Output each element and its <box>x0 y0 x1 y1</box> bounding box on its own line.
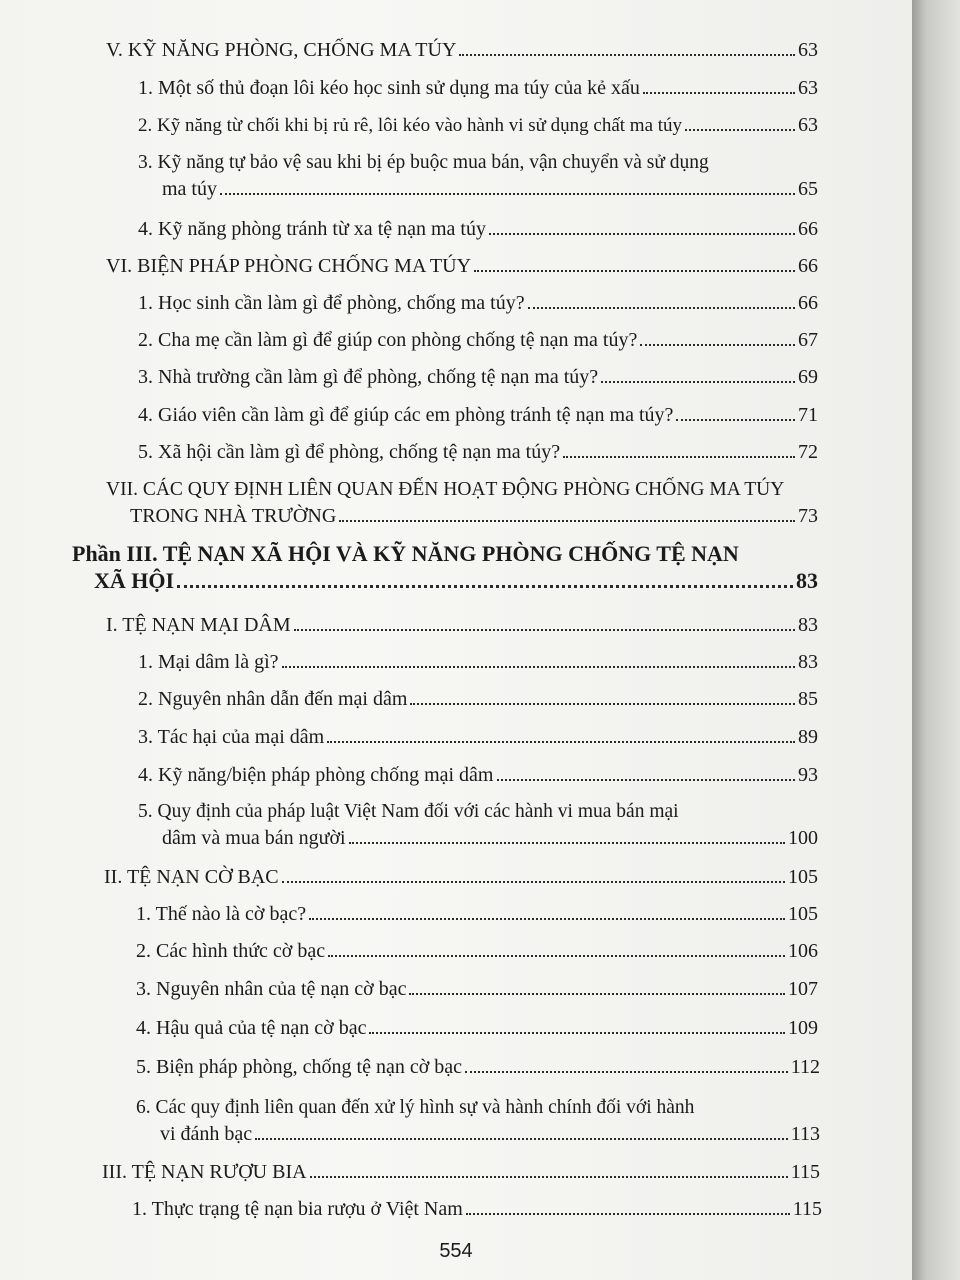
toc-page-number: 63 <box>798 114 818 136</box>
toc-entry-title-continued: XÃ HỘI <box>94 568 175 593</box>
toc-page-number: 112 <box>790 1056 820 1078</box>
toc-entry <box>138 216 818 242</box>
toc-page-number: 63 <box>798 77 818 99</box>
toc-page-number: 63 <box>798 39 818 61</box>
toc-entry <box>104 864 818 890</box>
toc-entry <box>136 938 818 964</box>
toc-entry <box>106 477 818 529</box>
toc-entry-title: 6. Các quy định liên quan đến xử lý hình sự và hành chính đối với hành <box>136 1097 695 1118</box>
leader-dots <box>310 1176 788 1178</box>
toc-entry <box>138 686 818 712</box>
leader-dots <box>465 1071 788 1073</box>
toc-entry-title: 3. Tác hại của mại dâm <box>138 726 325 748</box>
toc-entry-title: 5. Biện pháp phòng, chống tệ nạn cờ bạc <box>136 1056 463 1078</box>
leader-dots <box>410 703 795 705</box>
toc-entry <box>138 364 818 390</box>
toc-entry <box>106 253 818 279</box>
toc-entry <box>136 976 818 1002</box>
leader-dots <box>528 307 795 309</box>
toc-page-number: 107 <box>788 978 818 1000</box>
leader-dots <box>489 233 795 235</box>
toc-entry-title-continued: ma túy <box>162 178 217 200</box>
toc-entry-title: 4. Kỹ năng phòng tránh từ xa tệ nạn ma túy <box>138 218 486 240</box>
toc-entry-title: I. TỆ NẠN MẠI DÂM <box>106 614 291 636</box>
toc-page-number: 71 <box>798 404 818 426</box>
toc-entry-title: 3. Nguyên nhân của tệ nạn cờ bạc <box>136 978 407 1000</box>
leader-dots <box>459 54 795 56</box>
toc-entry <box>106 37 818 63</box>
toc-page-number: 93 <box>798 764 818 786</box>
toc-entry <box>136 901 818 927</box>
leader-dots <box>177 585 793 588</box>
toc-page-number: 83 <box>798 614 818 636</box>
leader-dots <box>282 666 795 668</box>
leader-dots <box>676 419 795 421</box>
toc-entry <box>138 150 818 202</box>
toc-entry-title-continued: dâm và mua bán người <box>162 827 346 849</box>
toc-entry <box>136 1054 820 1080</box>
toc-entry-title: VII. CÁC QUY ĐỊNH LIÊN QUAN ĐẾN HOẠT ĐỘNG PHÒNG CHỐNG MA TÚY <box>106 479 785 500</box>
toc-entry-title: 1. Thực trạng tệ nạn bia rượu ở Việt Nam <box>132 1198 463 1220</box>
toc-entry-title: 2. Các hình thức cờ bạc <box>136 940 326 962</box>
toc-entry <box>138 112 818 139</box>
toc-entry <box>138 290 818 316</box>
toc-entry-title: V. KỸ NĂNG PHÒNG, CHỐNG MA TÚY <box>106 39 457 61</box>
toc-entry <box>106 612 818 638</box>
toc-entry-title: II. TỆ NẠN CỜ BẠC <box>104 866 279 888</box>
toc-entry-title-continued: vi đánh bạc <box>160 1123 253 1145</box>
toc-page-number: 115 <box>790 1161 820 1183</box>
leader-dots <box>643 92 795 94</box>
toc-entry <box>138 402 818 428</box>
toc-page-number: 106 <box>788 940 818 962</box>
toc-entry <box>102 1159 820 1185</box>
toc-entry <box>138 724 818 750</box>
toc-entry-title: 3. Kỹ năng tự bảo vệ sau khi bị ép buộc mua bán, vận chuyển và sử dụng <box>138 152 709 173</box>
toc-entry <box>138 799 818 851</box>
leader-dots <box>563 456 795 458</box>
leader-dots <box>309 918 785 920</box>
leader-dots <box>282 881 785 883</box>
toc-page-number: 67 <box>798 329 818 351</box>
toc-page-number: 105 <box>788 866 818 888</box>
leader-dots <box>369 1032 785 1034</box>
toc-page-number: 69 <box>798 366 818 388</box>
leader-dots <box>327 741 795 743</box>
toc-part-heading <box>72 540 818 594</box>
page-number-footer: 554 <box>439 1240 473 1262</box>
toc-entry <box>136 1015 818 1041</box>
toc-page-number: 100 <box>788 827 818 849</box>
toc-entry <box>138 762 818 788</box>
toc-entry-title: 2. Cha mẹ cần làm gì để giúp con phòng chống tệ nạn ma túy? <box>138 329 638 351</box>
leader-dots <box>220 193 795 195</box>
toc-page-number: 89 <box>798 726 818 748</box>
toc-entry-title: 1. Mại dâm là gì? <box>138 651 279 673</box>
toc-page-number: 115 <box>792 1198 822 1220</box>
leader-dots <box>294 629 795 631</box>
toc-page-number: 83 <box>796 568 818 593</box>
toc-page-number: 83 <box>798 651 818 673</box>
page-edge <box>912 0 960 1280</box>
toc-page-number: 85 <box>798 688 818 710</box>
toc-entry <box>138 327 818 353</box>
leader-dots <box>640 344 795 346</box>
leader-dots <box>349 842 785 844</box>
leader-dots <box>328 955 785 957</box>
toc-entry-title: III. TỆ NẠN RƯỢU BIA <box>102 1161 307 1183</box>
toc-page-number: 73 <box>798 505 818 527</box>
toc-entry <box>138 75 818 101</box>
toc-page-number: 65 <box>798 178 818 200</box>
leader-dots <box>409 993 785 995</box>
leader-dots <box>685 129 795 131</box>
toc-entry-title: 1. Học sinh cần làm gì để phòng, chống ma túy? <box>138 292 525 314</box>
toc-page-number: 113 <box>790 1123 820 1145</box>
toc-entry <box>138 649 818 675</box>
leader-dots <box>339 520 795 522</box>
toc-page-number: 66 <box>798 218 818 240</box>
toc-entry-title: 5. Quy định của pháp luật Việt Nam đối với các hành vi mua bán mại <box>138 801 679 822</box>
toc-page-number: 109 <box>788 1017 818 1039</box>
toc-entry <box>136 1095 820 1147</box>
toc-entry-title: 4. Kỹ năng/biện pháp phòng chống mại dâm <box>138 764 494 786</box>
leader-dots <box>497 779 796 781</box>
toc-entry-title: Phần III. TỆ NẠN XÃ HỘI VÀ KỸ NĂNG PHÒNG CHỐNG TỆ NẠN <box>72 541 739 566</box>
toc-entry-title: 4. Hậu quả của tệ nạn cờ bạc <box>136 1017 367 1039</box>
leader-dots <box>474 270 795 272</box>
toc-page-number: 66 <box>798 255 818 277</box>
toc-entry <box>132 1196 822 1222</box>
toc-entry-title: 3. Nhà trường cần làm gì để phòng, chống tệ nạn ma túy? <box>138 366 599 388</box>
toc-page-number: 72 <box>798 441 818 463</box>
toc-entry-title: 5. Xã hội cần làm gì để phòng, chống tệ nạn ma túy? <box>138 441 561 463</box>
toc-page-number: 66 <box>798 292 818 314</box>
toc-entry-title: VI. BIỆN PHÁP PHÒNG CHỐNG MA TÚY <box>106 255 472 277</box>
toc-entry-title-continued: TRONG NHÀ TRƯỜNG <box>130 505 337 527</box>
toc-entry-title: 2. Nguyên nhân dẫn đến mại dâm <box>138 688 408 710</box>
toc-page-number: 105 <box>788 903 818 925</box>
toc-entry-title: 1. Một số thủ đoạn lôi kéo học sinh sử dụng ma túy của kẻ xấu <box>138 77 640 99</box>
toc-entry-title: 2. Kỹ năng từ chối khi bị rủ rê, lôi kéo vào hành vi sử dụng chất ma túy <box>138 115 683 136</box>
leader-dots <box>466 1213 790 1215</box>
toc-entry-title: 4. Giáo viên cần làm gì để giúp các em phòng tránh tệ nạn ma túy? <box>138 404 674 426</box>
toc-entry <box>138 439 818 465</box>
leader-dots <box>255 1138 788 1140</box>
toc-entry-title: 1. Thế nào là cờ bạc? <box>136 903 307 925</box>
leader-dots <box>601 381 795 383</box>
